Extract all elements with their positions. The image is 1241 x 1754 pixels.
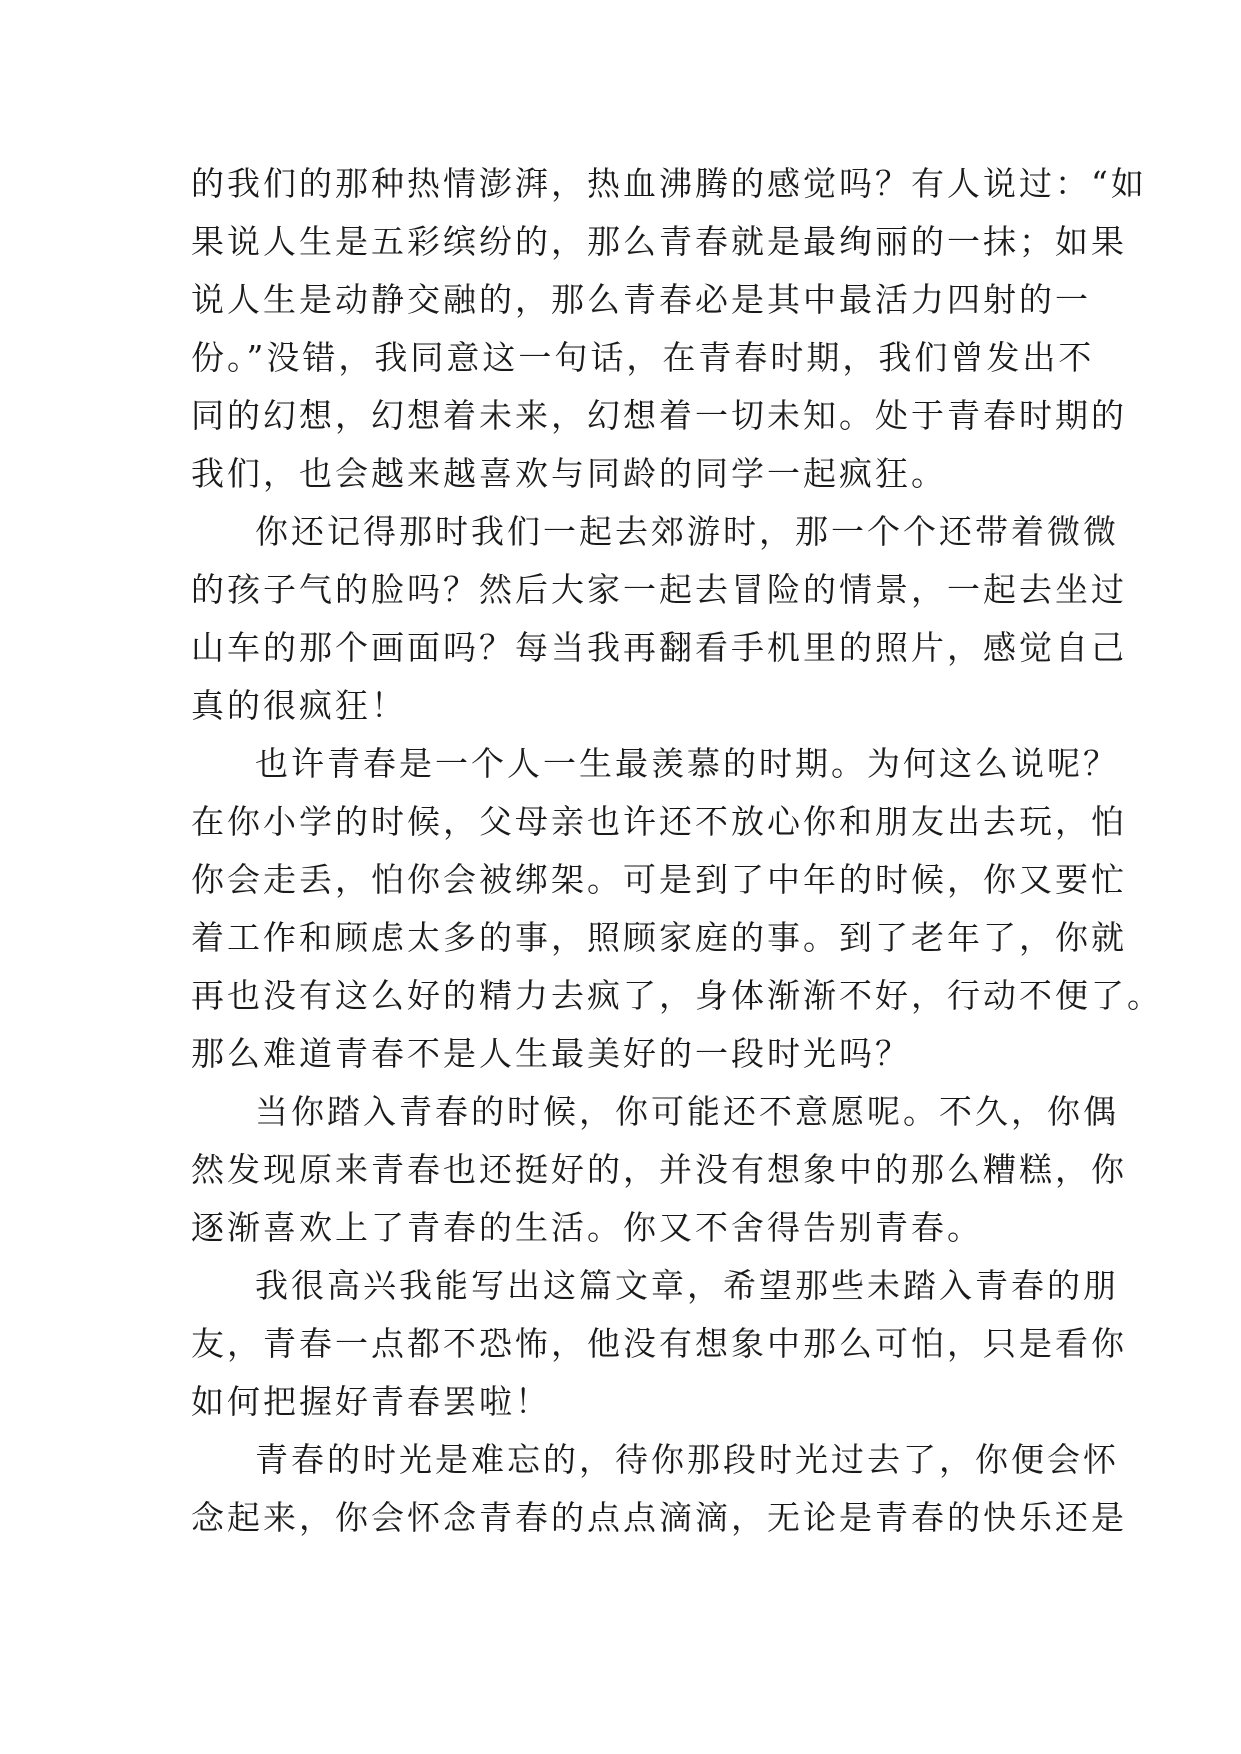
text-line: 你会走丢，怕你会被绑架。可是到了中年的时候，你又要忙 (191, 860, 1127, 899)
paragraph-first-line: 也许青春是一个人一生最羡慕的时期。为何这么说呢？ (255, 744, 1119, 783)
paragraph-first-line: 你还记得那时我们一起去郊游时，那一个个还带着微微 (255, 512, 1119, 551)
text-line: 如何把握好青春罢啦！ (191, 1382, 551, 1421)
text-line: 在你小学的时候，父母亲也许还不放心你和朋友出去玩，怕 (191, 802, 1127, 841)
text-line: 再也没有这么好的精力去疯了，身体渐渐不好，行动不便了。 (191, 976, 1163, 1015)
text-line: 果说人生是五彩缤纷的，那么青春就是最绚丽的一抹；如果 (191, 222, 1127, 261)
text-line: 友，青春一点都不恐怖，他没有想象中那么可怕，只是看你 (191, 1324, 1127, 1363)
paragraph-first-line: 当你踏入青春的时候，你可能还不意愿呢。不久，你偶 (255, 1092, 1119, 1131)
text-line: 我们，也会越来越喜欢与同龄的同学一起疯狂。 (191, 454, 947, 493)
text-line: 份。”没错，我同意这一句话，在青春时期，我们曾发出不 (191, 338, 1095, 377)
text-line: 同的幻想，幻想着未来，幻想着一切未知。处于青春时期的 (191, 396, 1127, 435)
paragraph-first-line: 我很高兴我能写出这篇文章，希望那些未踏入青春的朋 (255, 1266, 1119, 1305)
text-line: 着工作和顾虑太多的事，照顾家庭的事。到了老年了，你就 (191, 918, 1127, 957)
text-line: 那么难道青春不是人生最美好的一段时光吗？ (191, 1034, 911, 1073)
text-line: 逐渐喜欢上了青春的生活。你又不舍得告别青春。 (191, 1208, 983, 1247)
text-line: 的我们的那种热情澎湃，热血沸腾的感觉吗？有人说过：“如 (191, 164, 1147, 203)
text-line: 说人生是动静交融的，那么青春必是其中最活力四射的一 (191, 280, 1091, 319)
text-line: 真的很疯狂！ (191, 686, 407, 725)
paragraph-first-line: 青春的时光是难忘的，待你那段时光过去了，你便会怀 (255, 1440, 1119, 1479)
text-line: 念起来，你会怀念青春的点点滴滴，无论是青春的快乐还是 (191, 1498, 1127, 1537)
body-text (191, 155, 1163, 1547)
text-line: 的孩子气的脸吗？然后大家一起去冒险的情景，一起去坐过 (191, 570, 1127, 609)
text-line: 然发现原来青春也还挺好的，并没有想象中的那么糟糕，你 (191, 1150, 1127, 1189)
text-line: 山车的那个画面吗？每当我再翻看手机里的照片，感觉自己 (191, 628, 1127, 667)
